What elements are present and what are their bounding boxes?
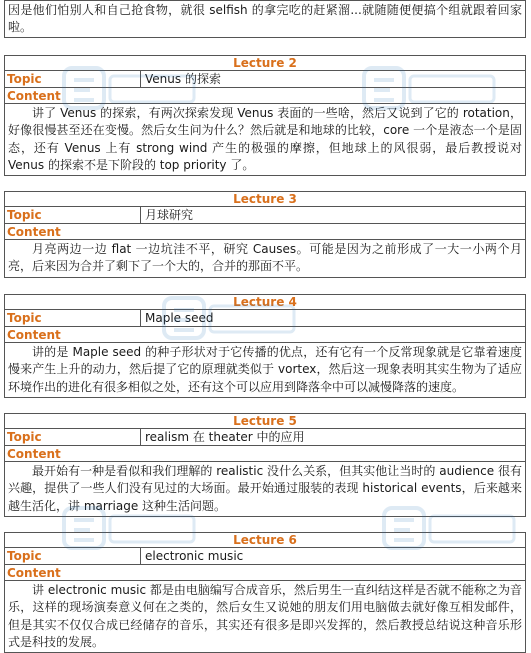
lecture-block-2 xyxy=(4,55,526,176)
topic-label: Topic xyxy=(5,429,141,445)
content-label: Content xyxy=(5,88,525,104)
lecture-heading: Lecture 6 xyxy=(5,533,525,548)
topic-row xyxy=(5,429,525,446)
content-label: Content xyxy=(5,224,525,240)
content-text: 讲了 Venus 的探索，有两次探索发现 Venus 表面的一些啥，然后又说到了它的 rotation，好像很慢甚至还在变慢。然后女生问为什么？然后就是和地球的比较，core 一个是液态一个是固态，还有 Venus 上有 strong wind 产生的极强的摩擦，但地球上的风很弱，最后教授说对 Venus 的探索不是下阶段的 top priority 了。 xyxy=(8,106,522,172)
content-label: Content xyxy=(5,565,525,581)
content-text: 讲的是 Maple seed 的种子形状对于它传播的优点，还有它有一个反常现象就是它靠着速度慢来产生上升的动力，然后提了它的原理就类似于 vortex，然后这一现象表明其实生物为了适应环境作出的进化有很多相似之处，还有这个可以应用到降落伞中可以减慢降落的速度。 xyxy=(8,345,522,394)
content-label: Content xyxy=(5,446,525,462)
lecture-block-6 xyxy=(4,532,526,653)
topic-value: 月球研究 xyxy=(145,208,194,222)
content-label: Content xyxy=(5,327,525,343)
lecture-heading: Lecture 2 xyxy=(5,56,525,71)
lecture-block-3 xyxy=(4,191,526,278)
topic-value: Venus 的探索 xyxy=(145,72,221,86)
lecture-heading: Lecture 3 xyxy=(5,192,525,207)
topic-row xyxy=(5,71,525,88)
content-text: 月亮两边一边 flat 一边坑洼不平，研究 Causes。可能是因为之前形成了一大一小两个月亮，后来因为合并了剩下了一个大的，合并的那面不平。 xyxy=(8,242,522,274)
topic-value: Maple seed xyxy=(145,311,214,325)
previous-content-text: 因是他们怕别人和自己抢食物，就很 selfish 的拿完吃的赶紧溜...就随随便便搞个组就跟着回家啦。 xyxy=(8,3,522,35)
topic-value: electronic music xyxy=(145,549,244,563)
content-text: 最开始有一种是看似和我们理解的 realistic 没什么关系，但其实他让当时的 audience 很有兴趣，提供了一些人们没有见过的大场面。最开始通过服装的表现 historical events，后来越来越生活化，讲 marriage 这种生活问题。 xyxy=(8,464,522,513)
content-text: 讲 electronic music 都是由电脑编写合成音乐，然后男生一直纠结这样是否就不能称之为音乐，这样的现场演奏意义何在之类的，然后女生又说她的朋友们用电脑做去就好像互相发邮件，但是其实不仅仅合成已经储存的音乐，其实还有很多是即兴发挥的，然后教授总结说这种音乐形式是科技的发展。 xyxy=(8,583,522,649)
lecture-heading: Lecture 5 xyxy=(5,414,525,429)
topic-label: Topic xyxy=(5,71,141,87)
lecture-block-5 xyxy=(4,413,526,517)
topic-value: realism 在 theater 中的应用 xyxy=(145,430,305,444)
topic-label: Topic xyxy=(5,310,141,326)
topic-row xyxy=(5,548,525,565)
topic-row xyxy=(5,207,525,224)
previous-content-block xyxy=(4,0,526,38)
topic-row xyxy=(5,310,525,327)
topic-label: Topic xyxy=(5,548,141,564)
lecture-block-4 xyxy=(4,294,526,398)
lecture-heading: Lecture 4 xyxy=(5,295,525,310)
topic-label: Topic xyxy=(5,207,141,223)
